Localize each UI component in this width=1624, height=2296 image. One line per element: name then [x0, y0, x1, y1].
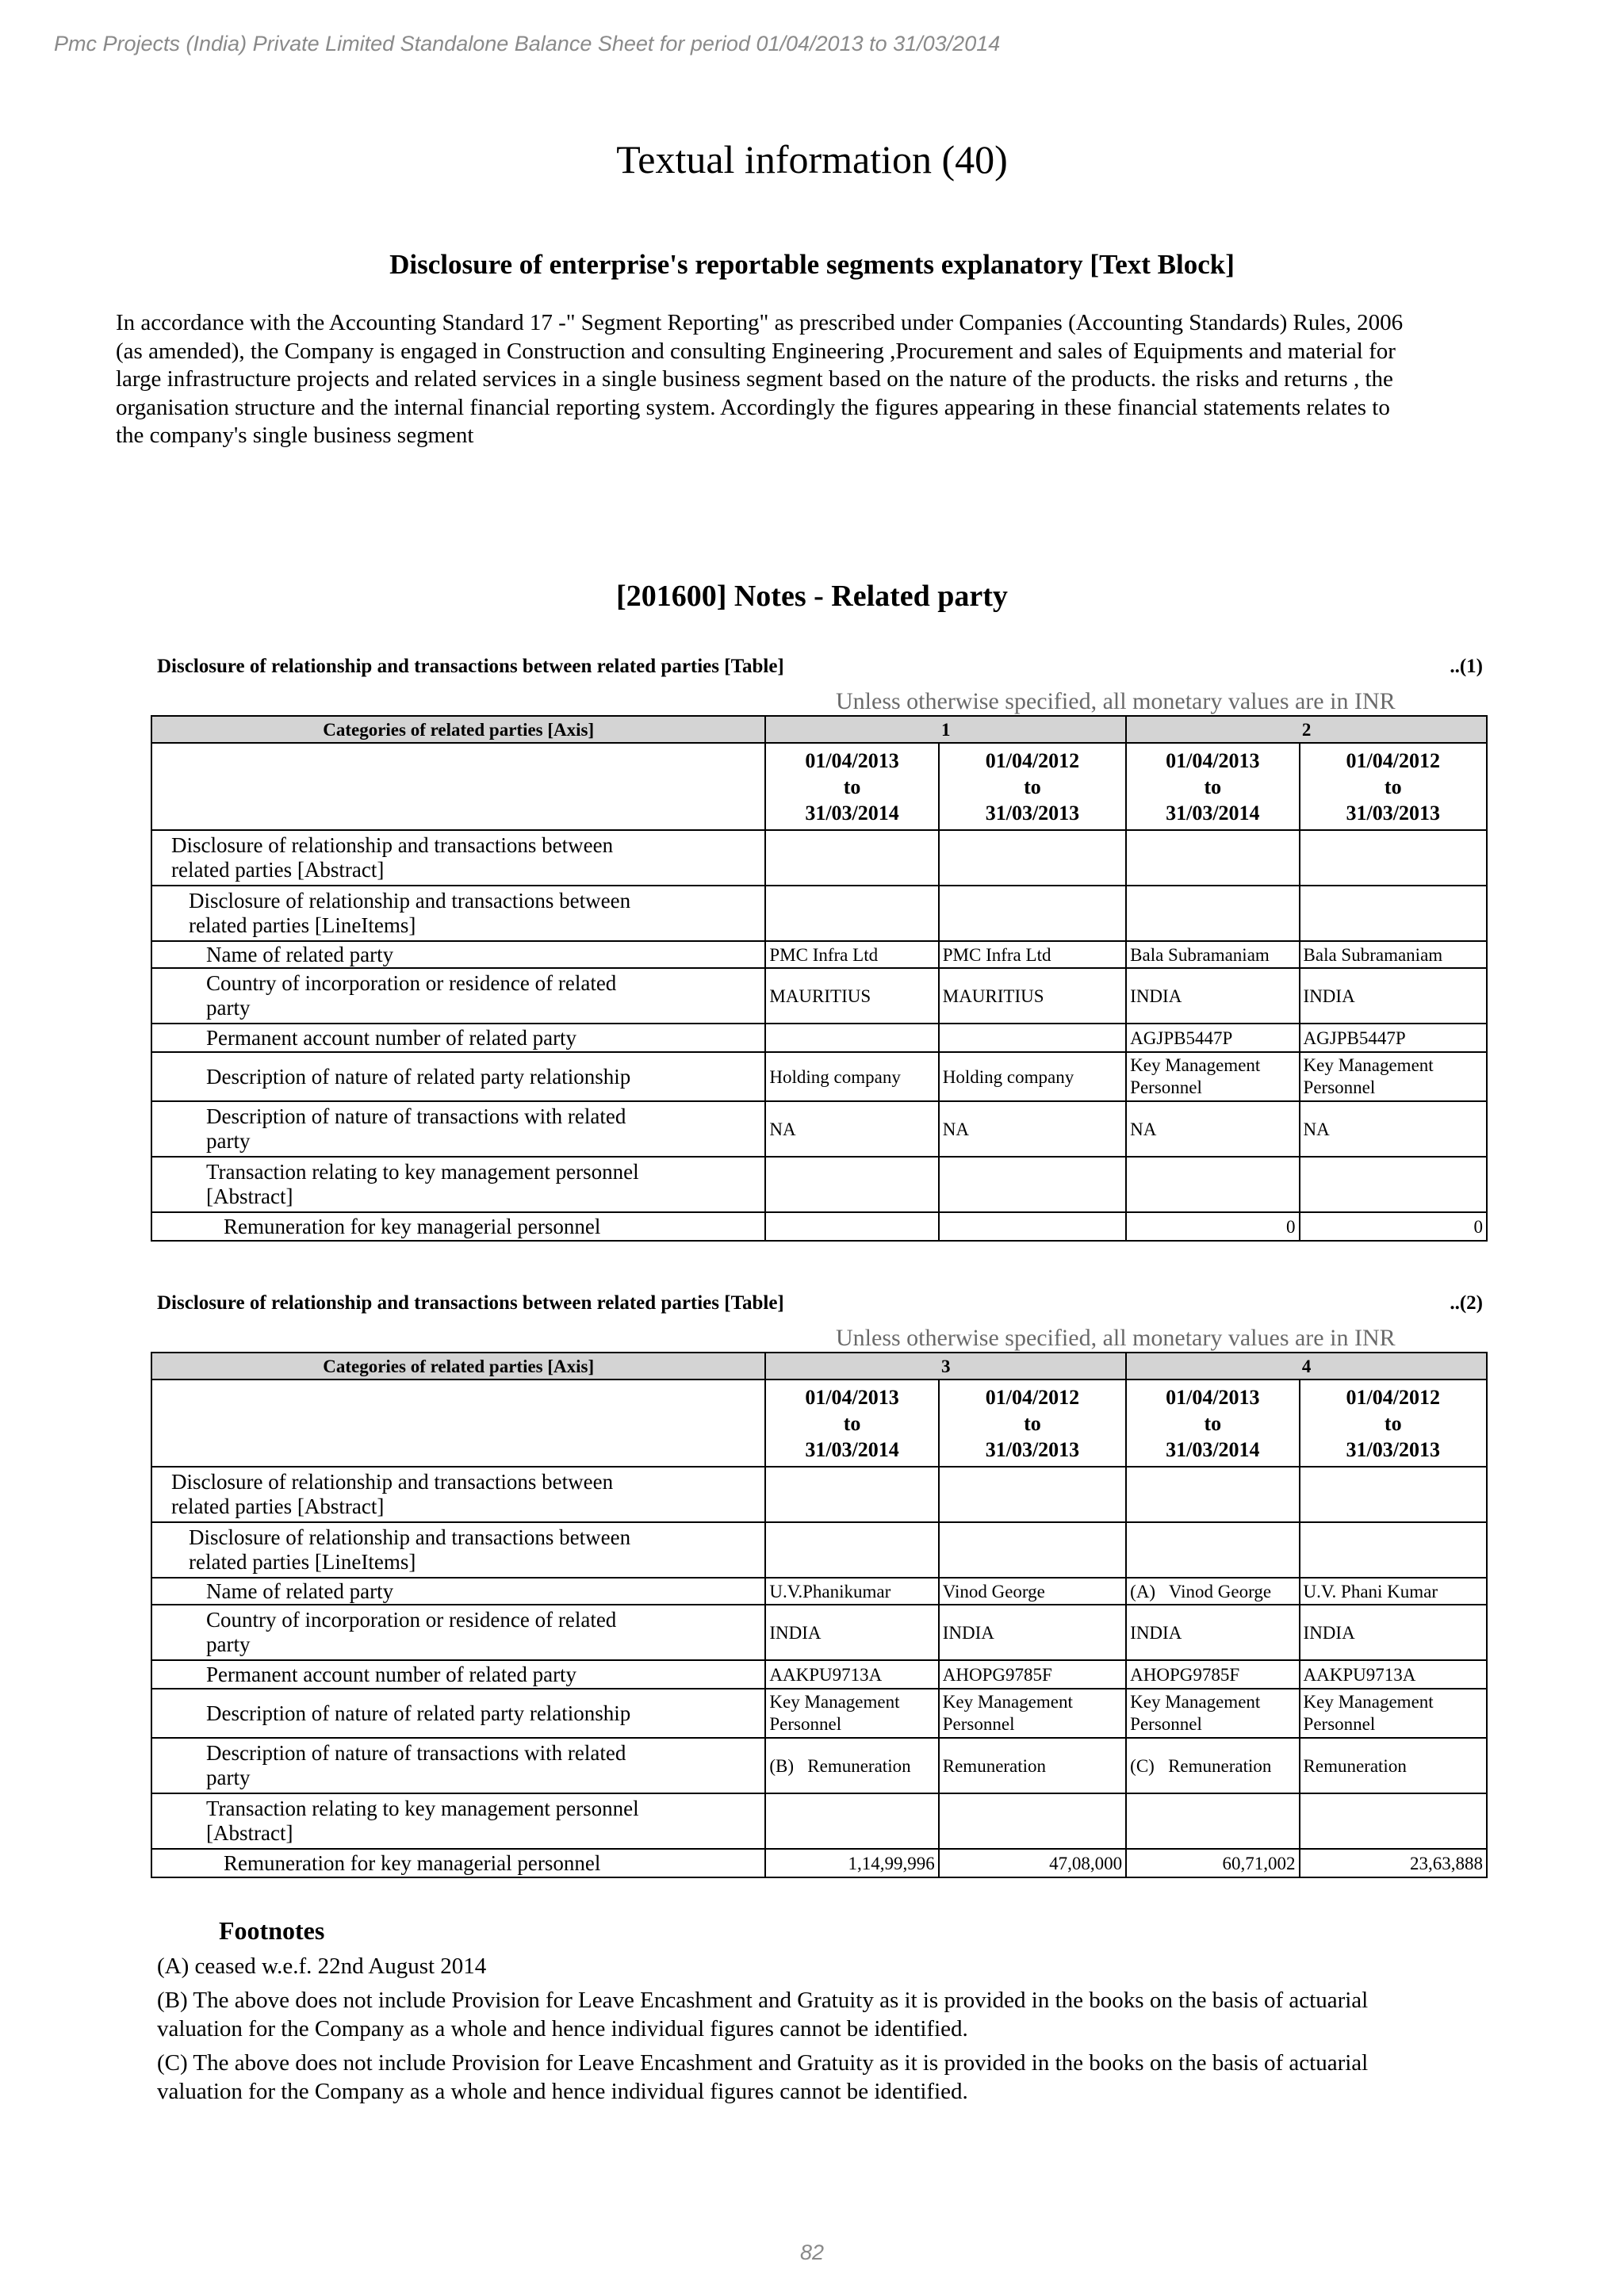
- row-label: Transaction relating to key management personnel [Abstract]: [151, 1793, 765, 1849]
- cell-value: AHOPG9785F: [939, 1660, 1126, 1689]
- cell-value: INDIA: [1300, 968, 1487, 1024]
- cell-value: [939, 1212, 1126, 1241]
- cell-value: [765, 1212, 938, 1241]
- cell-value: MAURITIUS: [939, 968, 1126, 1024]
- row-label: Disclosure of relationship and transactions between related parties [Abstract]: [151, 830, 765, 886]
- table-row: [151, 1522, 1487, 1578]
- cell-value: (B) Remuneration: [765, 1738, 938, 1793]
- row-label: Disclosure of relationship and transactions between related parties [LineItems]: [151, 886, 765, 941]
- period-header-row: [151, 743, 1487, 830]
- table-row: [151, 1024, 1487, 1052]
- period-header: 01/04/2012 to 31/03/2013: [939, 1380, 1126, 1467]
- axis-header-row: [151, 1353, 1487, 1380]
- table-1-caption: [157, 656, 1483, 678]
- cell-value: Bala Subramaniam: [1300, 941, 1487, 968]
- row-label: Country of incorporation or residence of related party: [151, 1605, 765, 1660]
- cell-value: Key Management Personnel: [1126, 1689, 1299, 1738]
- cell-value: AGJPB5447P: [1126, 1024, 1299, 1052]
- table-row: [151, 1849, 1487, 1877]
- row-label: Remuneration for key managerial personnel: [151, 1849, 765, 1877]
- table-row: [151, 1793, 1487, 1849]
- period-header: 01/04/2013 to 31/03/2014: [1126, 743, 1299, 830]
- table-row: [151, 1052, 1487, 1101]
- cell-value: Vinod George: [939, 1578, 1126, 1605]
- cell-value: INDIA: [1126, 1605, 1299, 1660]
- cell-value: [765, 1024, 938, 1052]
- row-label: Disclosure of relationship and transactions between related parties [Abstract]: [151, 1467, 765, 1522]
- cell-value: INDIA: [939, 1605, 1126, 1660]
- row-label: Permanent account number of related party: [151, 1660, 765, 1689]
- period-header-row: [151, 1380, 1487, 1467]
- axis-header-row: [151, 716, 1487, 743]
- cell-value: INDIA: [1300, 1605, 1487, 1660]
- footnote-a: (A) ceased w.e.f. 22nd August 2014: [157, 1954, 487, 1979]
- table-row: [151, 968, 1487, 1024]
- cell-value: Key Management Personnel: [765, 1689, 938, 1738]
- cell-value: NA: [1126, 1101, 1299, 1157]
- page-title: Textual information (40): [616, 137, 1008, 182]
- period-header: 01/04/2012 to 31/03/2013: [939, 743, 1126, 830]
- table-row: [151, 1738, 1487, 1793]
- segment-line: large infrastructure projects and related services in a single business segment based on the nature of the products. the risks and returns , the: [116, 366, 1393, 392]
- row-label: Disclosure of relationship and transactions between related parties [LineItems]: [151, 1522, 765, 1578]
- row-label: Country of incorporation or residence of related party: [151, 968, 765, 1024]
- cell-value: AAKPU9713A: [1300, 1660, 1487, 1689]
- cell-value: Holding company: [939, 1052, 1126, 1101]
- period-blank-cell: [151, 743, 765, 830]
- cell-value: Key Management Personnel: [1126, 1052, 1299, 1101]
- cell-value: (C) Remuneration: [1126, 1738, 1299, 1793]
- table-row: [151, 1689, 1487, 1738]
- segment-heading: Disclosure of enterprise's reportable segments explanatory [Text Block]: [389, 249, 1235, 280]
- row-label: Description of nature of related party relationship: [151, 1052, 765, 1101]
- cell-value: AAKPU9713A: [765, 1660, 938, 1689]
- cell-value: 60,71,002: [1126, 1849, 1299, 1877]
- cell-value: Key Management Personnel: [1300, 1689, 1487, 1738]
- cell-value: 1,14,99,996: [765, 1849, 938, 1877]
- cell-value: AGJPB5447P: [1300, 1024, 1487, 1052]
- period-header: 01/04/2012 to 31/03/2013: [1300, 743, 1487, 830]
- footnotes-title: Footnotes: [219, 1916, 325, 1945]
- row-label: Permanent account number of related party: [151, 1024, 765, 1052]
- table-caption-text: Disclosure of relationship and transactions between related parties [Table]: [157, 656, 784, 677]
- cell-value: MAURITIUS: [765, 968, 938, 1024]
- row-label: Name of related party: [151, 941, 765, 968]
- table-row: [151, 1212, 1487, 1241]
- axis-member: 1: [765, 716, 1126, 743]
- cell-value: [939, 1024, 1126, 1052]
- axis-label: Categories of related parties [Axis]: [151, 716, 765, 743]
- row-label: Transaction relating to key management personnel [Abstract]: [151, 1157, 765, 1212]
- table-row: [151, 886, 1487, 941]
- cell-value: INDIA: [1126, 968, 1299, 1024]
- axis-member: 4: [1126, 1353, 1487, 1380]
- period-header: 01/04/2013 to 31/03/2014: [1126, 1380, 1299, 1467]
- table-caption-text: Disclosure of relationship and transactions between related parties [Table]: [157, 1292, 784, 1314]
- row-label: Description of nature of transactions with related party: [151, 1738, 765, 1793]
- cell-value: Key Management Personnel: [1300, 1052, 1487, 1101]
- cell-value: INDIA: [765, 1605, 938, 1660]
- cell-value: Remuneration: [939, 1738, 1126, 1793]
- row-label: Remuneration for key managerial personnel: [151, 1212, 765, 1241]
- related-party-heading: [201600] Notes - Related party: [616, 580, 1008, 613]
- table-row: [151, 1660, 1487, 1689]
- segment-line: (as amended), the Company is engaged in Construction and consulting Engineering ,Procurement and sales of Equipments and material for: [116, 338, 1396, 364]
- footnote-c: (C) The above does not include Provision for Leave Encashment and Gratuity as it is provided in the books on the basis of actuarial valuation for the Company as a whole and hence individual figures cannot be identified.: [157, 2050, 1369, 2104]
- table-1-currency-note: Unless otherwise specified, all monetary values are in INR: [836, 688, 1396, 714]
- table-row: [151, 830, 1487, 886]
- related-party-table-2: [151, 1352, 1488, 1878]
- table-2-currency-note: Unless otherwise specified, all monetary values are in INR: [836, 1325, 1396, 1351]
- table-row: [151, 1578, 1487, 1605]
- page-number: 82: [799, 2241, 825, 2264]
- row-label: Description of nature of related party relationship: [151, 1689, 765, 1738]
- cell-value: U.V.Phanikumar: [765, 1578, 938, 1605]
- segment-paragraph: [116, 309, 1535, 450]
- segment-line: the company's single business segment: [116, 423, 474, 448]
- cell-value: 0: [1126, 1212, 1299, 1241]
- footnote-b: (B) The above does not include Provision for Leave Encashment and Gratuity as it is provided in the books on the basis of actuarial valuation for the Company as a whole and hence individual figures cannot be identified.: [157, 1988, 1369, 2042]
- segment-line: organisation structure and the internal financial reporting system. Accordingly the figures appearing in these financial statements relates to: [116, 394, 1390, 420]
- axis-member: 3: [765, 1353, 1126, 1380]
- table-row: [151, 1157, 1487, 1212]
- period-blank-cell: [151, 1380, 765, 1467]
- axis-label: Categories of related parties [Axis]: [151, 1353, 765, 1380]
- table-index: ..(2): [1450, 1292, 1483, 1314]
- row-label: Name of related party: [151, 1578, 765, 1605]
- cell-value: NA: [765, 1101, 938, 1157]
- table-row: [151, 1101, 1487, 1157]
- table-row: [151, 1467, 1487, 1522]
- cell-value: 47,08,000: [939, 1849, 1126, 1877]
- table-row: [151, 941, 1487, 968]
- cell-value: NA: [1300, 1101, 1487, 1157]
- cell-value: Remuneration: [1300, 1738, 1487, 1793]
- cell-value: (A) Vinod George: [1126, 1578, 1299, 1605]
- cell-value: PMC Infra Ltd: [939, 941, 1126, 968]
- cell-value: Key Management Personnel: [939, 1689, 1126, 1738]
- cell-value: Bala Subramaniam: [1126, 941, 1299, 968]
- period-header: 01/04/2013 to 31/03/2014: [765, 1380, 938, 1467]
- cell-value: U.V. Phani Kumar: [1300, 1578, 1487, 1605]
- cell-value: PMC Infra Ltd: [765, 941, 938, 968]
- cell-value: 0: [1300, 1212, 1487, 1241]
- cell-value: AHOPG9785F: [1126, 1660, 1299, 1689]
- cell-value: 23,63,888: [1300, 1849, 1487, 1877]
- cell-value: NA: [939, 1101, 1126, 1157]
- running-header: Pmc Projects (India) Private Limited Standalone Balance Sheet for period 01/04/2013 to 31/03/2014: [54, 32, 1001, 55]
- related-party-table-1: [151, 715, 1488, 1242]
- segment-line: In accordance with the Accounting Standard 17 -" Segment Reporting" as prescribed under Companies (Accounting Standards) Rules, 2006: [116, 310, 1404, 335]
- axis-member: 2: [1126, 716, 1487, 743]
- period-header: 01/04/2012 to 31/03/2013: [1300, 1380, 1487, 1467]
- period-header: 01/04/2013 to 31/03/2014: [765, 743, 938, 830]
- table-2-caption: [157, 1292, 1483, 1314]
- table-row: [151, 1605, 1487, 1660]
- row-label: Description of nature of transactions with related party: [151, 1101, 765, 1157]
- table-index: ..(1): [1450, 656, 1483, 677]
- cell-value: Holding company: [765, 1052, 938, 1101]
